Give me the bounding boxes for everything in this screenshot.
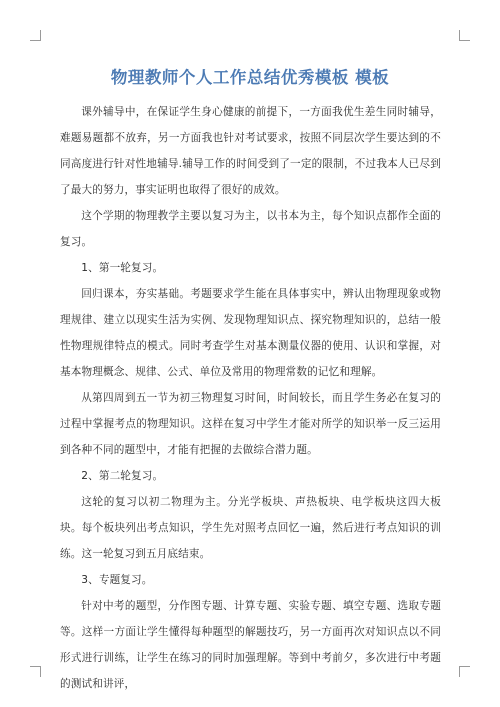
paragraph-topic-review-content: 针对中考的题型，分作图专题、计算专题、实验专题、填空专题、选取专题等。这样一方面让学生懂得每种题型的解题技巧，另一方面再次对知识点以不同形式进行训练，让学生在练习的同时加强理解。等到中考前夕，多次进行中考题的测试和讲评， <box>60 600 441 690</box>
paragraph-first-round-schedule: 从第四周到五一节为初三物理复习时间，时间较长，而且学生务必在复习的过程中掌握考点的物理知识。这样在复习中学生才能对所学的知识举一反三运用到各种不同的题型中，才能有把握的去做综合潜力题。 <box>60 392 441 456</box>
crop-mark-bottom-left <box>30 666 41 677</box>
heading-second-round: 2、第二轮复习。 <box>81 470 164 482</box>
paragraph-second-round-content: 这轮的复习以初二物理为主。分光学板块、声热板块、电学板块这四大板块。每个板块列出考点知识，学生先对照考点回忆一遍，然后进行考点知识的训练。这一轮复习到五月底结束。 <box>60 496 441 560</box>
heading-topic-review: 3、专题复习。 <box>81 574 153 586</box>
crop-mark-top-left <box>30 30 41 41</box>
document-title: 物理教师个人工作总结优秀模板 模板 <box>110 68 390 87</box>
crop-mark-bottom-right <box>459 666 470 677</box>
heading-first-round: 1、第一轮复习。 <box>81 262 164 274</box>
paragraph-semester-overview: 这个学期的物理教学主要以复习为主，以书本为主，每个知识点都作全面的复习。 <box>60 210 441 248</box>
crop-mark-top-right <box>459 30 470 41</box>
document-body <box>60 99 441 697</box>
paragraph-first-round-content: 回归课本，夯实基础。考题要求学生能在具体事实中，辨认出物理现象或物理规律、建立以现实生活为实例、发现物理知识点、探究物理知识的，总结一般性物理规律特点的模式。同时考查学生对基本测量仪器的使用、认识和掌握，对基本物理概念、规律、公式、单位及常用的物理常数的记忆和理解。 <box>60 288 441 378</box>
paragraph-tutoring: 课外辅导中，在保证学生身心健康的前提下，一方面我优生差生同时辅导，难题易题都不放弃，另一方面我也针对考试要求，按照不同层次学生要达到的不同高度进行针对性地辅导.辅导工作的时间受到了一定的限制，不过我本人已尽到了最大的努力，事实证明也取得了很好的成效。 <box>60 106 441 196</box>
